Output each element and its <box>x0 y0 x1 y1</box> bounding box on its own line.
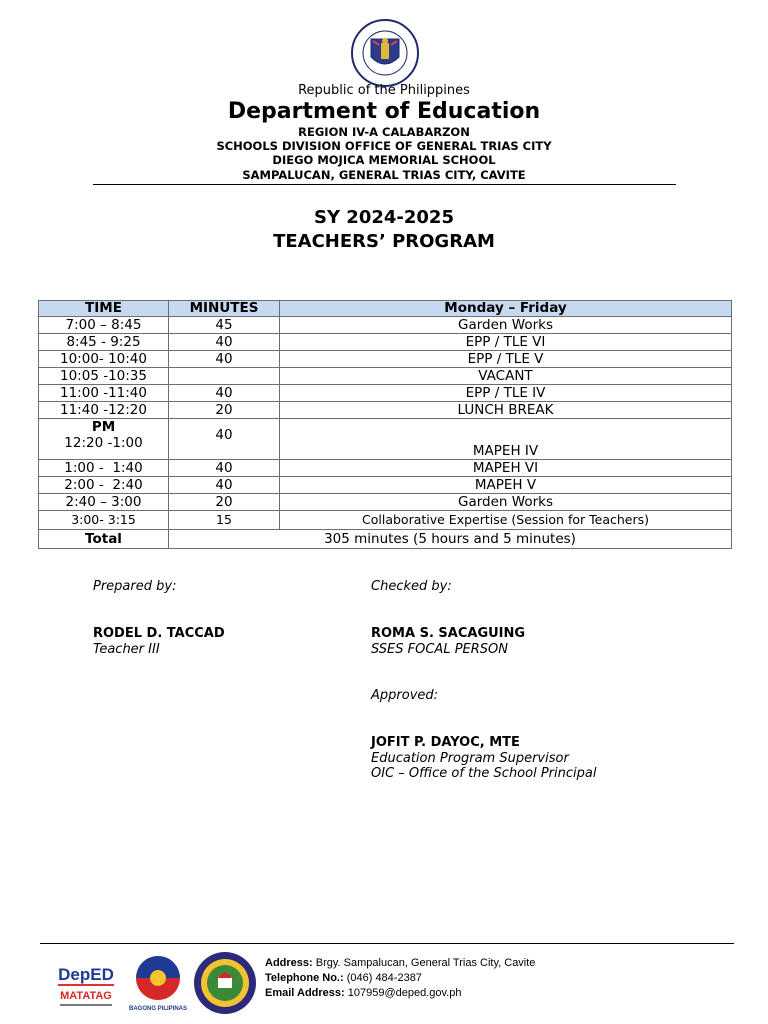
time-cell: 3:00- 3:15 <box>39 511 169 530</box>
email-value: 107959@deped.gov.ph <box>347 987 462 999</box>
checked-by-label: Checked by: <box>371 579 452 594</box>
time-cell: 10:00- 10:40 <box>39 351 169 368</box>
school-address-line: SAMPALUCAN, GENERAL TRIAS CITY, CAVITE <box>242 168 526 182</box>
table-row <box>39 385 732 402</box>
minutes-cell: 20 <box>169 494 280 511</box>
checked-by-name: ROMA S. SACAGUING <box>371 626 526 641</box>
program-title: TEACHERS’ PROGRAM <box>273 231 495 252</box>
approved-by-office: OIC – Office of the School Principal <box>371 766 597 781</box>
deped-logo-text: DepED <box>58 965 114 984</box>
time-cell: 2:40 – 3:00 <box>39 494 169 511</box>
time-column-header: TIME <box>39 301 169 317</box>
footer-email <box>265 987 461 999</box>
time-cell: 1:00 - 1:40 <box>39 460 169 477</box>
table-row <box>39 511 732 530</box>
minutes-cell <box>169 368 280 385</box>
division-line: SCHOOLS DIVISION OFFICE OF GENERAL TRIAS CITY <box>216 139 552 153</box>
total-value: 305 minutes (5 hours and 5 minutes) <box>169 530 732 549</box>
address-label: Address: <box>265 957 313 969</box>
bagong-pilipinas-logo-icon <box>128 952 188 1014</box>
footer-telephone <box>265 972 422 984</box>
approved-by-label: Approved: <box>371 688 439 703</box>
telephone-label: Telephone No.: <box>265 972 344 984</box>
approved-by-title: Education Program Supervisor <box>371 751 569 766</box>
school-line: DIEGO MOJICA MEMORIAL SCHOOL <box>272 153 496 167</box>
region-line: REGION IV-A CALABARZON <box>298 125 470 139</box>
minutes-cell: 15 <box>169 511 280 530</box>
school-year-title: SY 2024-2025 <box>314 207 454 228</box>
time-cell: 8:45 - 9:25 <box>39 334 169 351</box>
subject-cell: LUNCH BREAK <box>280 402 732 419</box>
days-column-header: Monday – Friday <box>280 301 732 317</box>
table-row <box>39 334 732 351</box>
footer-address <box>265 957 535 969</box>
minutes-cell: 20 <box>169 402 280 419</box>
table-row <box>39 368 732 385</box>
subject-cell: Collaborative Expertise (Session for Teachers) <box>280 511 732 530</box>
department-heading: Department of Education <box>227 99 541 124</box>
subject-cell: MAPEH IV <box>280 419 732 460</box>
total-row <box>39 530 732 549</box>
table-header-row <box>39 301 732 317</box>
time-cell <box>39 419 169 460</box>
telephone-value: (046) 484-2387 <box>346 972 422 984</box>
table-row <box>39 351 732 368</box>
header-divider <box>93 184 676 185</box>
deped-matatag-logo-icon <box>52 954 120 1014</box>
prepared-by-title: Teacher III <box>93 642 160 657</box>
email-label: Email Address: <box>265 987 345 999</box>
deped-seal-icon <box>347 19 423 87</box>
table-row <box>39 477 732 494</box>
subject-cell: Garden Works <box>280 317 732 334</box>
table-row <box>39 317 732 334</box>
subject-cell: Garden Works <box>280 494 732 511</box>
time-cell: 11:00 -11:40 <box>39 385 169 402</box>
time-cell: 11:40 -12:20 <box>39 402 169 419</box>
pm-label: PM <box>91 419 116 435</box>
schedule-table <box>38 300 732 549</box>
time-cell: 7:00 – 8:45 <box>39 317 169 334</box>
minutes-cell: 40 <box>169 477 280 494</box>
checked-by-title: SSES FOCAL PERSON <box>371 642 508 657</box>
subject-cell: MAPEH V <box>280 477 732 494</box>
minutes-cell: 40 <box>169 385 280 402</box>
table-row <box>39 419 732 460</box>
time-cell: 10:05 -10:35 <box>39 368 169 385</box>
minutes-column-header: MINUTES <box>169 301 280 317</box>
republic-heading: Republic of the Philippines <box>298 83 470 98</box>
minutes-cell: 40 <box>169 419 280 460</box>
time-value: 12:20 -1:00 <box>64 435 143 451</box>
subject-cell: EPP / TLE V <box>280 351 732 368</box>
matatag-text: MATATAG <box>60 990 112 1002</box>
approved-by-name: JOFIT P. DAYOC, MTE <box>371 735 520 750</box>
bagong-pilipinas-text: BAGONG PILIPINAS <box>128 1006 188 1012</box>
school-seal-icon <box>192 950 258 1016</box>
subject-cell: EPP / TLE VI <box>280 334 732 351</box>
subject-cell: VACANT <box>280 368 732 385</box>
address-value: Brgy. Sampalucan, General Trias City, Cavite <box>315 957 536 969</box>
minutes-cell: 40 <box>169 351 280 368</box>
prepared-by-name: RODEL D. TACCAD <box>93 626 225 641</box>
time-cell: 2:00 - 2:40 <box>39 477 169 494</box>
minutes-cell: 40 <box>169 460 280 477</box>
table-row <box>39 494 732 511</box>
total-label: Total <box>39 530 169 549</box>
table-row <box>39 460 732 477</box>
prepared-by-label: Prepared by: <box>93 579 177 594</box>
minutes-cell: 45 <box>169 317 280 334</box>
footer-divider <box>40 943 734 944</box>
subject-cell: MAPEH VI <box>280 460 732 477</box>
subject-cell: EPP / TLE IV <box>280 385 732 402</box>
table-row <box>39 402 732 419</box>
minutes-cell: 40 <box>169 334 280 351</box>
